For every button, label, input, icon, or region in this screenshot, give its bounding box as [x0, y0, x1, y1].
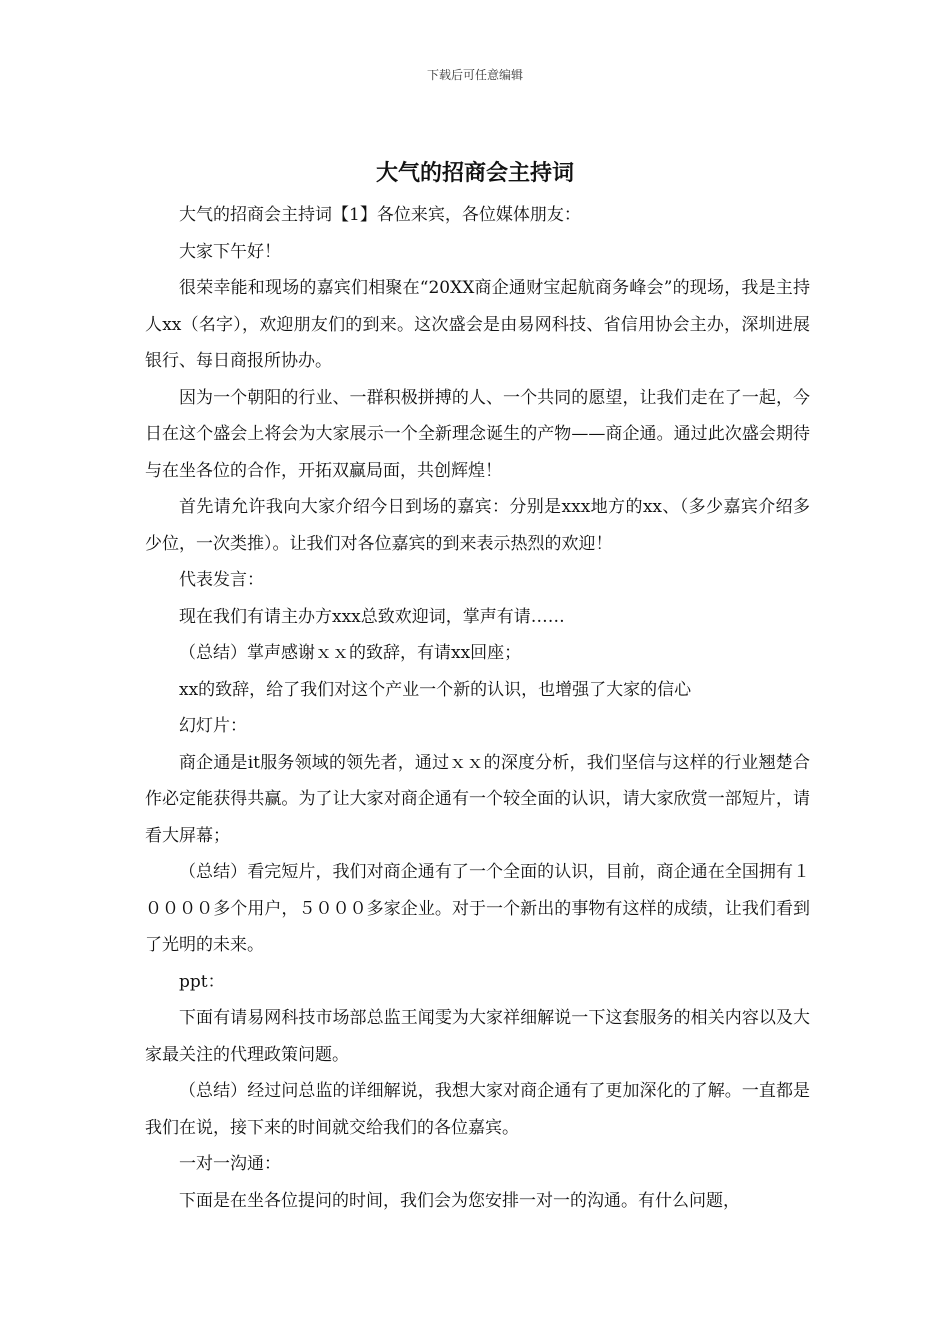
paragraph: 因为一个朝阳的行业、一群积极拼搏的人、一个共同的愿望，让我们走在了一起，今日在这个盛会上将会为大家展示一个全新理念诞生的产物——商企通。通过此次盛会期待与在坐各位的合作，开拓双赢局面，共创辉煌！	[145, 387, 810, 481]
paragraph: 商企通是it服务领域的领先者，通过ｘｘ的深度分析，我们坚信与这样的行业翘楚合作必定能获得共赢。为了让大家对商企通有一个较全面的认识，请大家欣赏一部短片，请看大屏幕；	[145, 752, 810, 846]
paragraph: 首先请允许我向大家介绍今日到场的嘉宾：分别是xxx地方的xx、（多少嘉宾介绍多少位，一次类推）。让我们对各位嘉宾的到来表示热烈的欢迎！	[145, 497, 810, 554]
paragraph: （总结）经过问总监的详细解说，我想大家对商企通有了更加深化的了解。一直都是我们在说，接下来的时间就交给我们的各位嘉宾。	[145, 1081, 810, 1138]
paragraph: 大气的招商会主持词【1】各位来宾，各位媒体朋友：	[179, 205, 581, 225]
paragraph: 一对一沟通：	[179, 1154, 281, 1174]
paragraph: xx的致辞，给了我们对这个产业一个新的认识，也增强了大家的信心	[179, 679, 692, 700]
paragraph: 现在我们有请主办方xxx总致欢迎词，掌声有请……	[179, 606, 565, 627]
paragraph: 大家下午好！	[179, 241, 281, 262]
paragraph: （总结）掌声感谢ｘｘ的致辞，有请xx回座；	[179, 643, 522, 663]
paragraph: 下面是在坐各位提问的时间，我们会为您安排一对一的沟通。有什么问题，	[179, 1190, 740, 1211]
page-header: 下载后可任意编辑	[426, 68, 523, 82]
paragraph: 幻灯片：	[179, 716, 247, 736]
document-body	[145, 197, 810, 1219]
paragraph: 下面有请易网科技市场部总监王闻雯为大家祥细解说一下这套服务的相关内容以及大家最关注的代理政策问题。	[145, 1008, 810, 1065]
paragraph: （总结）看完短片，我们对商企通有了一个全面的认识，目前，商企通在全国拥有１００００多个用户，５０００多家企业。对于一个新出的事物有这样的成绩，让我们看到了光明的未来。	[145, 862, 810, 955]
paragraph: ppt：	[179, 971, 225, 992]
paragraph: 代表发言：	[179, 570, 264, 590]
paragraph: 很荣幸能和现场的嘉宾们相聚在“20XX商企通财宝起航商务峰会”的现场，我是主持人xx（名字），欢迎朋友们的到来。这次盛会是由易网科技、省信用协会主办，深圳进展银行、每日商报所协办。	[145, 278, 810, 371]
document-title: 大气的招商会主持词	[375, 160, 574, 186]
